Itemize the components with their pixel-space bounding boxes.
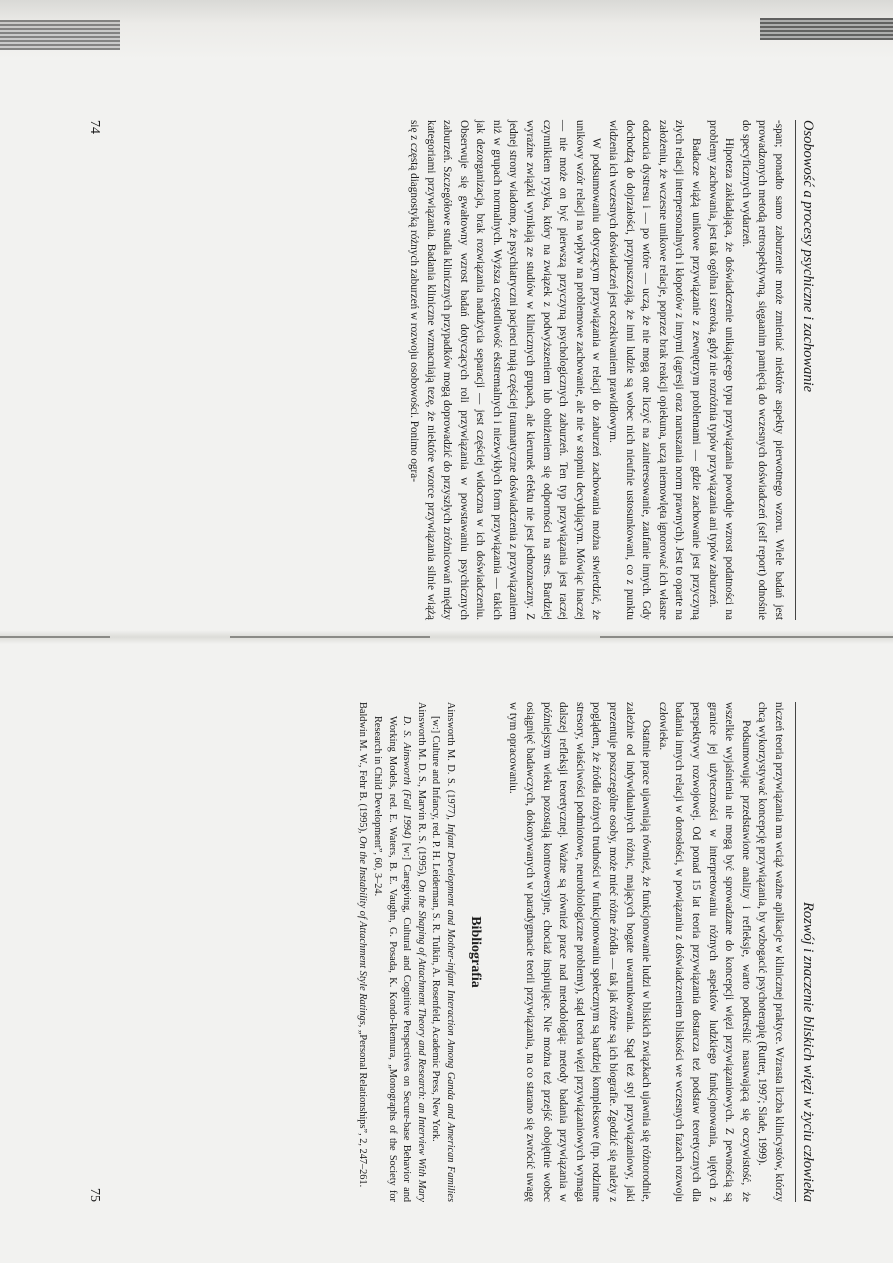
page-number: 74	[87, 120, 102, 134]
right-page	[87, 702, 816, 1203]
scan-artifact	[0, 20, 120, 50]
paragraph: Hipoteza zakładająca, że doświadczenie unikającego typu przywiązania powoduje wzrost podatności na problemy zachowania, jest tak ogólna i szeroka, gdyż nie rozróżnia typów przywiązania ani typów zaburzeń.	[706, 120, 736, 620]
paragraph: niczeń teoria przywiązania ma wciąż ważne aplikacje w klinicznej praktyce. Wzrasta liczba klinicystów, którzy chcą wykorzystywać koncepcję przywiązania, by wzbogacić psychoterapię (Rutter, 1997; Slade, 1999).	[756, 702, 785, 1202]
body-text	[405, 120, 787, 620]
bibliography-entry	[369, 702, 427, 1202]
bibliography-entry	[428, 702, 457, 1202]
paragraph: Podsumowując przedstawione analizy i refleksje, warto podkreślić nasuwającą się oczywistość, że wszelkie wyjaśnienia nie mogą być sprowadzane do koncepcji więzi przywiązaniowych. Z pewnością są granice jej użyteczności w interpretowaniu różnych aspektów ludzkiego funkcjonowania, ujętych z perspektywy rozwojowej. Od ponad 15 lat teoria przywiązania dostarcza też podstaw teoretycznych dla badania innych relacji w dorosłości, w powiązaniu z doświadczeniem bliskości we wczesnych fazach rozwoju człowieka.	[656, 702, 752, 1202]
running-head-text: Osobowość a procesy psychiczne i zachowanie	[800, 120, 816, 393]
bib-rest: [w:] Caregiving, Cultural and Cognitive Perspectives on Secure-base Behavior and Working Models, red. E. Waters, B. E. Vaughn, G. Posada, K. Kondo-Ikemura, „Monographs of the Society for Research in Child Development”, 60, 3–24.	[371, 716, 413, 1203]
scan-artifact	[760, 18, 893, 40]
paragraph: W podsumowaniu dotyczącym przywiązania w relacji do zaburzeń zachowania można stwierdzić, że unikowy wzór relacji na wpływ na problemowe zachowanie, ale nie w stopniu decydującym. Mówiąc inaczej — nie może on być pierwszą przyczyną psychologicznych zaburzeń. Ten typ przywiązania jest raczej czynnikiem ryzyka, który na związek z podwyższeniem lub obniżeniem się odporności na stres. Bardziej wyraźne związki wynikają ze studiów w klinicznych grupach, ale kierunek efektu nie jest jednoznaczny. Z jednej strony wiadomo, że psychiatryczni pacjenci mają częściej traumatyczne doświadczenia z przywiązaniem niż w grupach normalnych. Wyższa częstotliwość ekstremalnych i niezwykłych form przywiązania — takich jak dezorganizacja, brak rozwiązania nadużycia separacji — jest częściej widoczna w ich doświadczeniu. Obserwuje się gwałtowny wzrost badań dotyczących roli przywiązania w powstawaniu psychicznych zaburzeń. Szczegółowe studia klinicznych przypadków mogą doprowadzić do przyszłych zróżnicowań między kategoriami przywiązania. Badania kliniczne wzmacniają tezę, że niektóre wzorce przywiązania silnie wiążą się z częstą diagnostyką różnych zaburzeń w rozwoju osobowości. Ponimo ogra-	[407, 120, 603, 620]
bib-rest: [w:] Culture and Infancy, red. P. H. Leiderman, S. R. Tulkin, A. Rosenfeld, Academic Press, New York.	[430, 716, 442, 1142]
page-number: 75	[87, 1188, 102, 1202]
bib-author: Ainsworth M. D. S., Marvin R. S. (1995),	[415, 702, 427, 877]
paragraph: Badacze wiążą unikowe przywiązanie z zewnętrzym problemami — gdzie zachowanie jest przyczyną złych relacji interpersonalnych i kłopotów z innymi (agresji oraz naruszania norm prawnych). Jest to oparte na założeniu, że wczesne unikowe relacje, poprzez brak reakcji opiekuna, uczą niemowlęta ignorować ich własne odczucia dystresu i — po wtóre — uczą, że nie mogą one liczyć na zainteresowanie, zaufanie innych. Gdy dochodzą do dojrzałości, przypuszczają, że inni ludzie są wobec nich nieufnie ustosunkowani, co z punktu widzenia ich wczesnych doświadczeń jest oczekiwaniem prawidłowym.	[607, 120, 703, 620]
body-text	[505, 702, 787, 1202]
bib-title: Infant Development and Mother-infant Interaction Among Ganda and American Families	[444, 823, 456, 1202]
bib-author: Baldwin M. W., Fehr B. (1995),	[357, 702, 369, 834]
paragraph: -span; ponadto samo zaburzenie może zmieniać niektóre aspekty pierwotnego wzoru. Wiele badań jest prowadzonych metodą retrospektywną, sięgaanim pamięcią do wczesnych doświadczeń (self report) odnośnie do specyficznych wydarzeń.	[739, 120, 785, 620]
bib-author: Ainsworth M. D. S. (1977),	[444, 702, 456, 820]
running-head	[795, 702, 816, 1202]
paragraph: Ostatnie prace ujawniają również, że funkcjonowanie ludzi w bliskich związkach ujawnia się różnorodnie, zależnie od indywidualnych różnic, mających bogate uwarunkowania. Stąd też styl przywiązaniowy, jaki prezentuje poszczególne osoby, może mieć różne źródła — tak jak różne są ich biografie. Zgodzić się należy z poglądem, że źródła różnych trudności w funkcjonowaniu społecznym są bardziej kompleksowe (np. rodzinne stresory, właściwości podmiotowe, neurobiologiczne problemy), stąd teoria więzi przywiązaniowych wymaga dalszej refleksji teoretycznej. Ważne są również prace nad metodologią: metody badania przywiązania w późniejszym wieku pozostają kontrowersyjne, chociaż inspirujące. Nie można też przejść obojętnie wobec osiągnięć badawczych, dokonywanych w paradygmacie teorii przywiązania, na co starano się zwrócić uwagę w tym opracowaniu.	[507, 702, 653, 1202]
running-head-text: Rozwój i znaczenie bliskich więzi w życiu człowieka	[800, 901, 816, 1202]
bib-rest: , „Personal Relationships”, 2, 247–261.	[357, 1024, 369, 1188]
bib-title: On the Shaping of Attachment Theory and Research: an Interview With Mary D. S. Ainsworth (Fall 1994)	[401, 716, 427, 1202]
bibliography-heading: Bibliografia	[467, 916, 483, 988]
bibliography-entry	[355, 702, 370, 1202]
fold-line	[230, 636, 430, 638]
fold-line	[600, 636, 893, 638]
running-head	[795, 120, 816, 620]
bib-title: On the Instability of Attachment Style Ratings	[357, 836, 369, 1025]
bibliography-list	[355, 702, 457, 1202]
fold-line	[0, 636, 110, 638]
left-page	[87, 120, 816, 620]
